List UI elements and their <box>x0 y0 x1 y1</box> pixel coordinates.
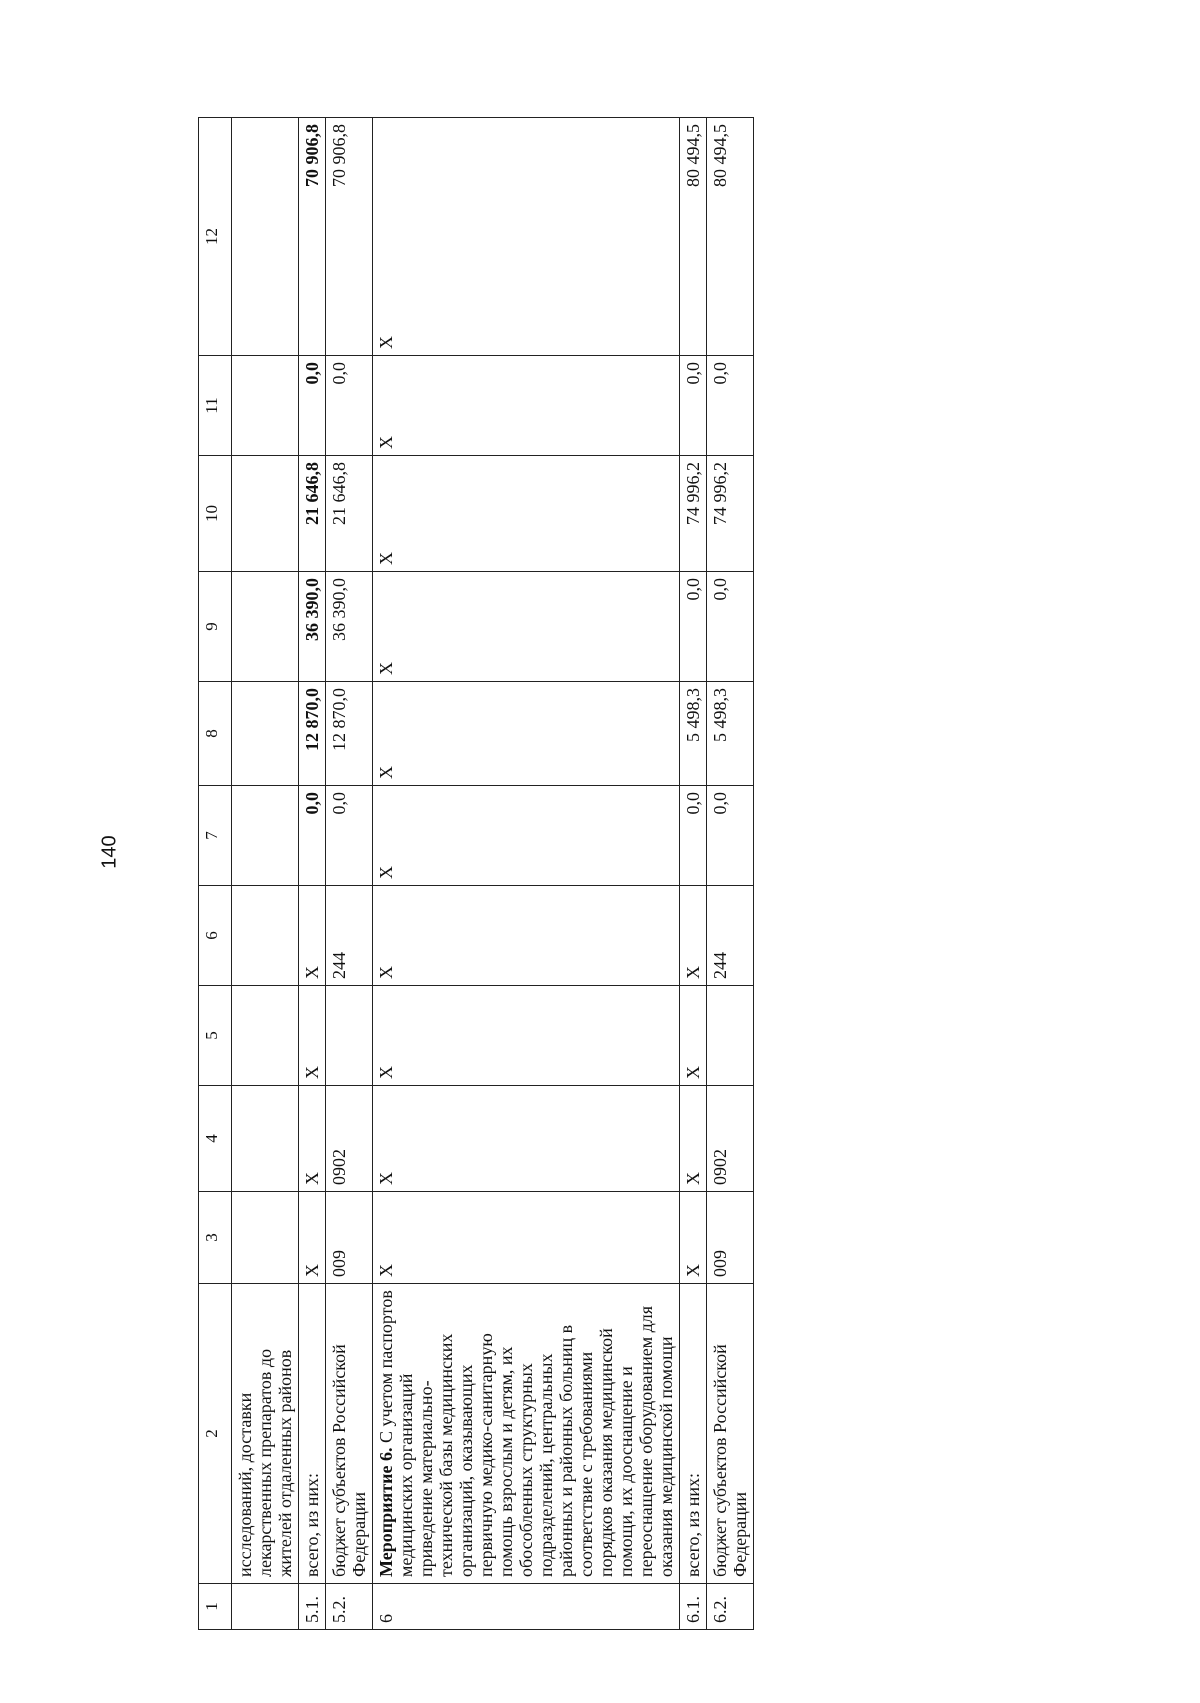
value-cell-c7: 0,0 <box>326 786 373 886</box>
value-cell-c12 <box>232 118 299 356</box>
value-cell-c6: 244 <box>707 886 754 986</box>
column-header: 1 <box>199 1584 232 1630</box>
value-cell-c9: 0,0 <box>680 572 707 682</box>
column-header: 12 <box>199 118 232 356</box>
description-cell <box>326 1284 373 1584</box>
column-header: 5 <box>199 986 232 1086</box>
description-text: исследований, доставки лекарственных препаратов до жителей отдаленных районов <box>235 1348 295 1577</box>
value-cell-c8: Х <box>373 682 680 786</box>
column-header: 11 <box>199 356 232 456</box>
column-header: 8 <box>199 682 232 786</box>
column-header: 2 <box>199 1284 232 1584</box>
description-cell <box>232 1284 299 1584</box>
description-text: бюджет субъектов Российской Федерации <box>329 1344 369 1577</box>
value-cell-c7: 0,0 <box>707 786 754 886</box>
value-cell-c7 <box>232 786 299 886</box>
value-cell-c9: 36 390,0 <box>299 572 326 682</box>
row-number-cell: 5.1. <box>299 1584 326 1630</box>
value-cell-c4: 0902 <box>707 1086 754 1192</box>
value-cell-c7: Х <box>373 786 680 886</box>
value-cell-c9 <box>232 572 299 682</box>
row-number-cell: 6 <box>373 1584 680 1630</box>
value-cell-c4: Х <box>680 1086 707 1192</box>
value-cell-c10: 21 646,8 <box>326 456 373 572</box>
table-body <box>232 118 754 1630</box>
value-cell-c8: 5 498,3 <box>680 682 707 786</box>
value-cell-c8: 5 498,3 <box>707 682 754 786</box>
value-cell-c3: 009 <box>326 1192 373 1284</box>
row-number-cell: 6.2. <box>707 1584 754 1630</box>
value-cell-c7: 0,0 <box>680 786 707 886</box>
table-row <box>373 118 680 1630</box>
value-cell-c5 <box>232 986 299 1086</box>
value-cell-c3: Х <box>680 1192 707 1284</box>
value-cell-c4: 0902 <box>326 1086 373 1192</box>
value-cell-c5: Х <box>299 986 326 1086</box>
value-cell-c12: 70 906,8 <box>326 118 373 356</box>
value-cell-c8: 12 870,0 <box>299 682 326 786</box>
value-cell-c6: Х <box>373 886 680 986</box>
value-cell-c11: 0,0 <box>299 356 326 456</box>
page-number-text: 140 <box>98 835 121 869</box>
value-cell-c3: 009 <box>707 1192 754 1284</box>
value-cell-c3: Х <box>299 1192 326 1284</box>
table-row <box>232 118 299 1630</box>
description-cell <box>680 1284 707 1584</box>
description-cell <box>299 1284 326 1584</box>
value-cell-c12: 70 906,8 <box>299 118 326 356</box>
value-cell-c5: Х <box>680 986 707 1086</box>
value-cell-c11: 0,0 <box>707 356 754 456</box>
row-number-cell <box>232 1584 299 1630</box>
value-cell-c6: 244 <box>326 886 373 986</box>
value-cell-c11: 0,0 <box>680 356 707 456</box>
value-cell-c11: 0,0 <box>326 356 373 456</box>
value-cell-c9: Х <box>373 572 680 682</box>
value-cell-c10: 21 646,8 <box>299 456 326 572</box>
description-cell <box>373 1284 680 1584</box>
page-number <box>96 832 124 872</box>
value-cell-c7: 0,0 <box>299 786 326 886</box>
description-text: всего, из них: <box>683 1472 703 1577</box>
column-header: 10 <box>199 456 232 572</box>
value-cell-c3 <box>232 1192 299 1284</box>
value-cell-c12: Х <box>373 118 680 356</box>
row-number-cell: 5.2. <box>326 1584 373 1630</box>
value-cell-c3: Х <box>373 1192 680 1284</box>
table-header-row <box>199 118 232 1630</box>
value-cell-c8 <box>232 682 299 786</box>
value-cell-c10 <box>232 456 299 572</box>
measure-title: Мероприятие 6. <box>376 1447 396 1577</box>
value-cell-c5 <box>707 986 754 1086</box>
description-text: бюджет субъектов Российской Федерации <box>710 1344 750 1577</box>
value-cell-c9: 36 390,0 <box>326 572 373 682</box>
value-cell-c4 <box>232 1086 299 1192</box>
value-cell-c12: 80 494,5 <box>707 118 754 356</box>
table-row <box>680 118 707 1630</box>
value-cell-c9: 0,0 <box>707 572 754 682</box>
value-cell-c5: Х <box>373 986 680 1086</box>
table-row <box>299 118 326 1630</box>
column-header: 4 <box>199 1086 232 1192</box>
column-header: 7 <box>199 786 232 886</box>
value-cell-c6: Х <box>680 886 707 986</box>
value-cell-c4: Х <box>299 1086 326 1192</box>
value-cell-c12: 80 494,5 <box>680 118 707 356</box>
value-cell-c11: Х <box>373 356 680 456</box>
description-cell <box>707 1284 754 1584</box>
value-cell-c10: 74 996,2 <box>707 456 754 572</box>
value-cell-c8: 12 870,0 <box>326 682 373 786</box>
value-cell-c6 <box>232 886 299 986</box>
column-header: 3 <box>199 1192 232 1284</box>
value-cell-c11 <box>232 356 299 456</box>
description-text: всего, из них: <box>302 1472 322 1577</box>
table-row <box>707 118 754 1630</box>
value-cell-c5 <box>326 986 373 1086</box>
table-row <box>326 118 373 1630</box>
value-cell-c10: Х <box>373 456 680 572</box>
table-container <box>198 118 854 1630</box>
value-cell-c4: Х <box>373 1086 680 1192</box>
value-cell-c6: Х <box>299 886 326 986</box>
budget-table <box>198 117 754 1630</box>
row-number-cell: 6.1. <box>680 1584 707 1630</box>
rotated-table <box>198 118 854 1630</box>
column-header: 6 <box>199 886 232 986</box>
description-text: С учетом паспортов медицинских организаций приведение материально-технической базы медицинских организаций, оказывающих первичную медико-санитарную помощь взрослым и детям, их обособленных структурных подразделений, центральных районных и районных больниц в соответствие с требованиями порядков оказания медицинской помощи, их дооснащение и переоснащение оборудованием для оказания медицинской помощи <box>376 1290 676 1577</box>
column-header: 9 <box>199 572 232 682</box>
value-cell-c10: 74 996,2 <box>680 456 707 572</box>
